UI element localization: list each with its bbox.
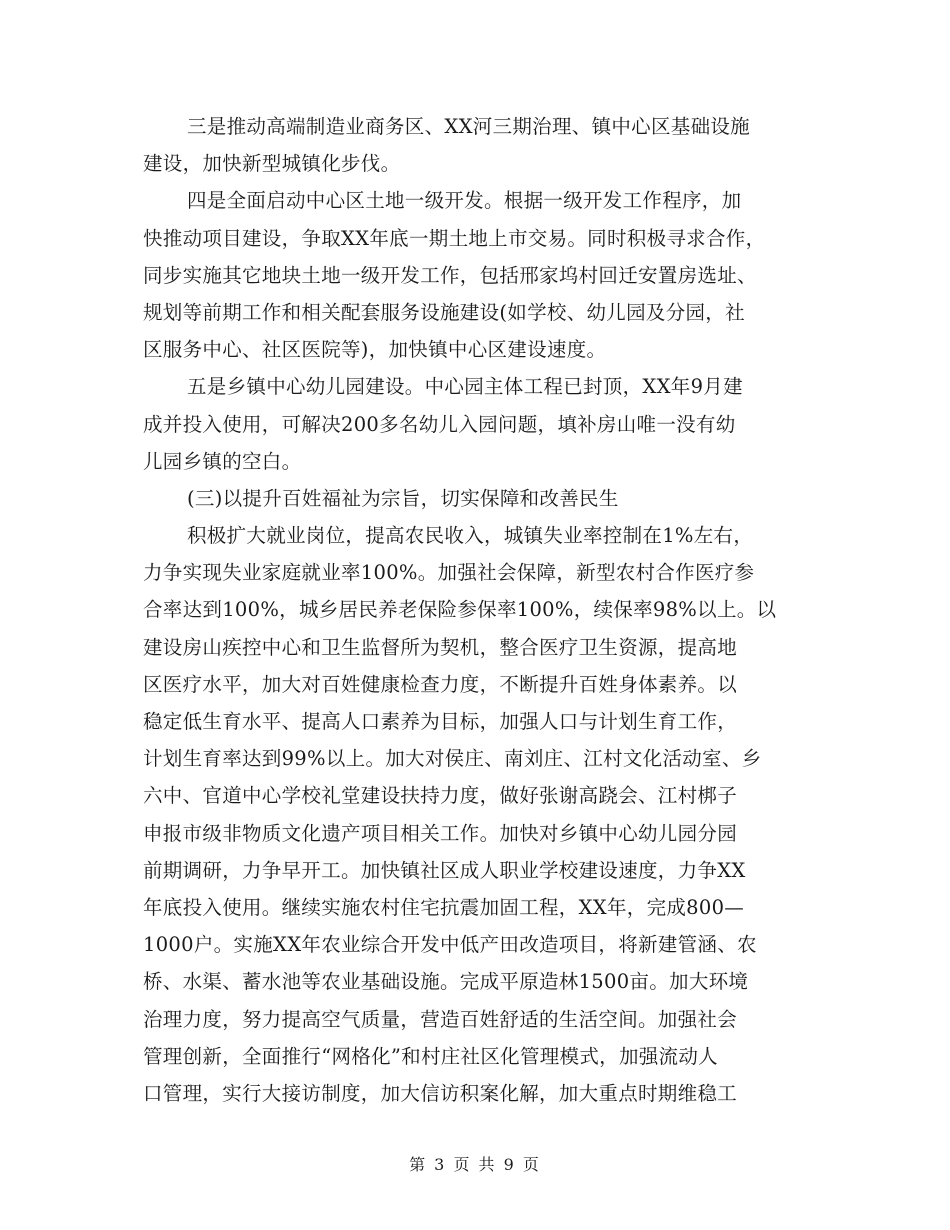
page-number-footer: 第 3 页 共 9 页 (409, 1155, 541, 1174)
paragraph-line: 计划生育率达到99%以上。加大对侯庄、南刘庄、江村文化活动室、乡 (143, 747, 762, 771)
paragraph-line: 快推动项目建设，争取XX年底一期土地上市交易。同时积极寻求合作， (143, 226, 766, 250)
paragraph-line: 合率达到100%，城乡居民养老保险参保率100%，续保率98%以上。以 (143, 598, 777, 622)
paragraph-line: 桥、水渠、蓄水池等农业基础设施。完成平原造林1500亩。加大环境 (143, 970, 749, 994)
paragraph-line: 三是推动高端制造业商务区、XX河三期治理、镇中心区基础设施 (187, 115, 750, 138)
paragraph-line: 成并投入使用，可解决200多名幼儿入园问题，填补房山唯一没有幼 (143, 412, 736, 436)
paragraph-line: 区服务中心、社区医院等)，加快镇中心区建设速度。 (143, 338, 607, 362)
paragraph-line: 建设房山疾控中心和卫生监督所为契机，整合医疗卫生资源，提高地 (143, 635, 738, 659)
section-heading: (三)以提升百姓福祉为宗旨，切实保障和改善民生 (187, 486, 619, 510)
paragraph-line: 管理创新，全面推行“网格化”和村庄社区化管理模式，加强流动人 (143, 1044, 718, 1068)
paragraph-line: 稳定低生育水平、提高人口素养为目标，加强人口与计划生育工作， (143, 710, 738, 733)
paragraph-line: 治理力度，努力提高空气质量，营造百姓舒适的生活空间。加强社会 (143, 1007, 738, 1031)
paragraph-line: 六中、官道中心学校礼堂建设扶持力度，做好张谢高跷会、江村梆子 (143, 784, 738, 808)
paragraph-line: 前期调研，力争早开工。加快镇社区成人职业学校建设速度，力争XX (143, 858, 746, 882)
paragraph-line: 口管理，实行大接访制度，加大信访积案化解，加大重点时期维稳工 (143, 1081, 738, 1105)
paragraph-line: 力争实现失业家庭就业率100%。加强社会保障，新型农村合作医疗参 (143, 561, 755, 585)
paragraph-line: 年底投入使用。继续实施农村住宅抗震加固工程，XX年，完成800— (143, 895, 745, 919)
paragraph-line: 申报市级非物质文化遗产项目相关工作。加快对乡镇中心幼儿园分园 (143, 821, 738, 845)
paragraph-line: 同步实施其它地块土地一级开发工作，包括邢家坞村回迁安置房选址、 (143, 263, 757, 287)
paragraph-line: 建设，加快新型城镇化步伐。 (143, 152, 401, 176)
paragraph-line: 规划等前期工作和相关配套服务设施建设(如学校、幼儿园及分园，社 (143, 300, 745, 324)
document-body (143, 108, 803, 1112)
paragraph-line: 1000户。实施XX年农业综合开发中低产田改造项目，将新建管涵、农 (143, 933, 757, 957)
paragraph-line: 四是全面启动中心区土地一级开发。根据一级开发工作程序，加 (187, 189, 742, 213)
paragraph-line: 五是乡镇中心幼儿园建设。中心园主体工程已封顶，XX年9月建 (187, 375, 743, 399)
paragraph-line: 儿园乡镇的空白。 (143, 449, 302, 473)
paragraph-line: 区医疗水平，加大对百姓健康检查力度，不断提升百姓身体素养。以 (143, 672, 738, 696)
paragraph-line: 积极扩大就业岗位，提高农民收入，城镇失业率控制在1%左右， (187, 524, 754, 548)
